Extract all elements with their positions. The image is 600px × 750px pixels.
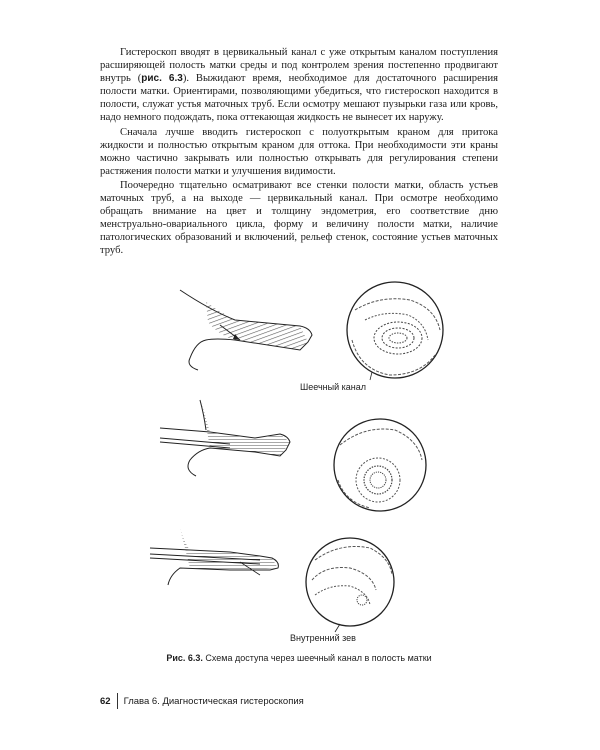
side-view-1 xyxy=(180,290,312,370)
chapter-title: Глава 6. Диагностическая гистероскопия xyxy=(123,695,304,707)
side-view-3 xyxy=(150,528,278,585)
paragraph-1-text-a: Гистероскоп вводят в цервикальный канал с уже открытым каналом поступления расширяющей полость матки среды и под контролем зрения постепенно продвигают внутрь ( xyxy=(100,47,498,85)
label-internal-os: Внутренний зев xyxy=(290,633,356,643)
figure-reference: рис. 6.3 xyxy=(141,73,183,85)
page-number: 62 xyxy=(100,695,111,707)
figure-caption xyxy=(100,653,498,663)
caption-label: Рис. 6.3. xyxy=(166,653,203,663)
paragraph-3-text: Поочередно тщательно осматривают все стенки полости матки, область устьев маточных труб, а на выходе — цервикальный канал. При осмотре необходимо обращать внимание на цвет и толщину эндометрия, его соответствие дню менструально-овариального цикла, форму и величину полости матки, наличие патологических образований и включений, рельеф стенок, состояние устьев маточных труб. xyxy=(100,179,498,257)
body-text xyxy=(100,46,498,259)
footer-divider xyxy=(117,693,118,709)
caption-text: Схема доступа через шеечный канал в полость матки xyxy=(205,653,432,663)
paragraph-1-text-b: ). Выжидают время, необходимое для достаточного расширения полости матки. Ориентирами, позволяющими убедиться, что гистероскоп находится в полости, служат устья маточных труб. Если осмотру мешают пузырьки газа или кровь, надо немного подождать, пока оттекающая жидкость не вынесет их наружу. xyxy=(100,73,498,124)
label-cervical-canal: Шеечный канал xyxy=(300,382,366,392)
hysteroscopic-view-cervical-canal xyxy=(347,282,443,380)
paragraph-2 xyxy=(100,126,498,178)
paragraph-3 xyxy=(100,179,498,258)
paragraph-2-text: Сначала лучше вводить гистероскоп с полуоткрытым краном для притока жидкости и полностью открытым краном для оттока. При необходимости эти краны можно частично закрывать или полностью открывать для регулирования степени растяжения полости матки и улучшения видимости. xyxy=(100,126,498,177)
hysteroscopic-view-2 xyxy=(334,419,426,511)
figure-drawing xyxy=(140,280,470,650)
hysteroscopic-view-internal-os xyxy=(306,538,394,632)
paragraph-1 xyxy=(100,46,498,125)
page-footer xyxy=(100,692,304,710)
side-view-2 xyxy=(160,400,290,476)
figure-6-3 xyxy=(140,280,470,650)
